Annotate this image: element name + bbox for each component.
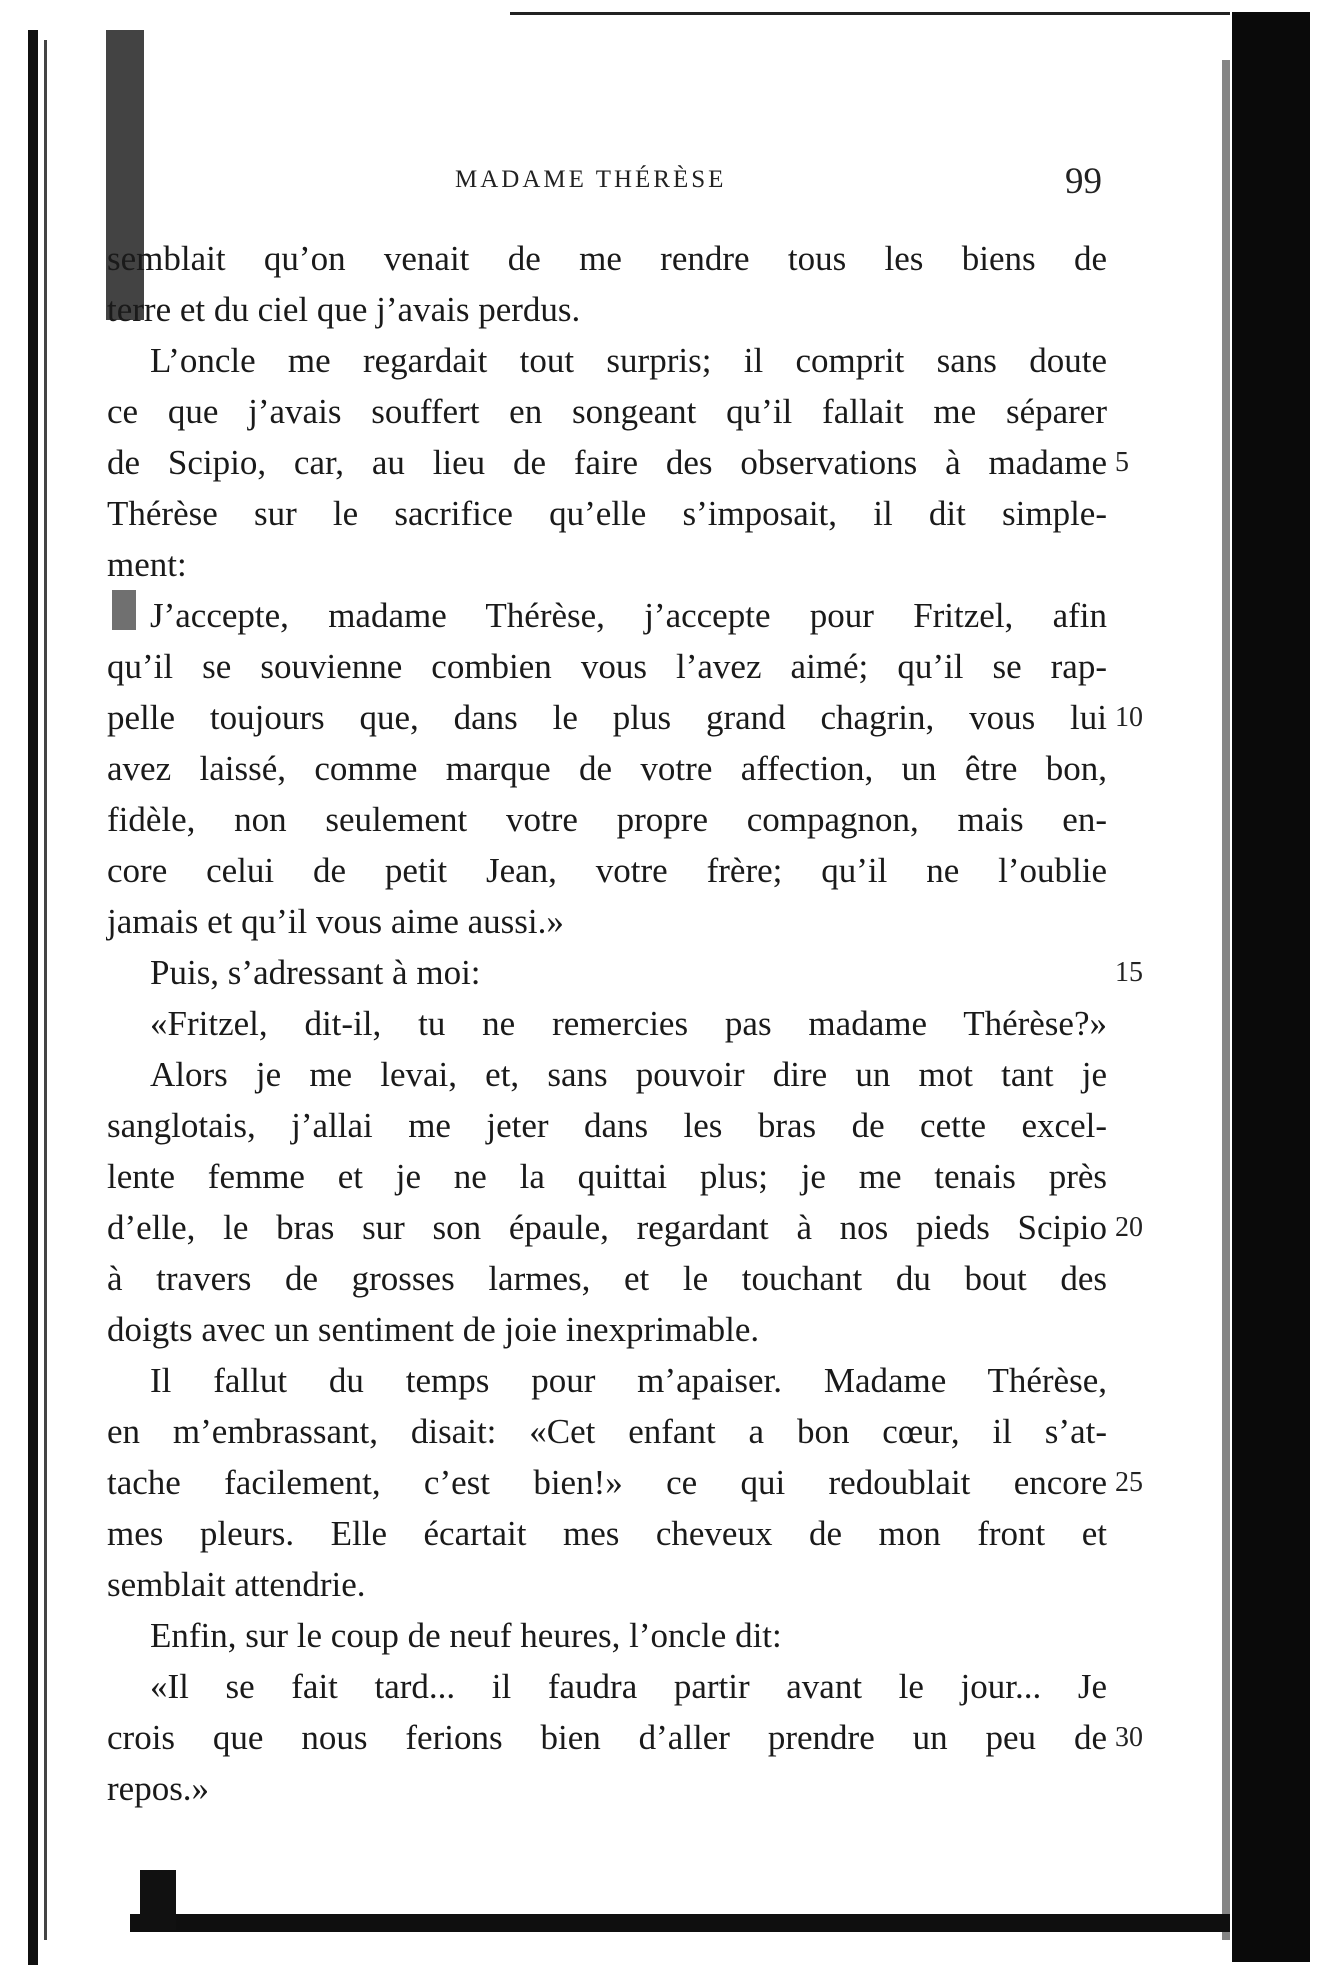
text-line: «Il se fait tard... il faudra partir avant le jour... Je	[150, 1667, 1107, 1706]
text-line: jamais et qu’il vous aime aussi.»	[107, 902, 564, 941]
text-line: qu’il se souvienne combien vous l’avez aimé; qu’il se rap-	[107, 647, 1107, 686]
scan-border-bottom	[130, 1914, 1230, 1932]
text-line: ment:	[107, 545, 187, 584]
scan-border-left-inner	[44, 40, 47, 1940]
text-line: mes pleurs. Elle écartait mes cheveux de mon front et	[107, 1514, 1107, 1553]
line-number: 30	[1115, 1722, 1143, 1753]
scan-border-right-inner	[1222, 60, 1230, 1940]
text-line: ce que j’avais souffert en songeant qu’il fallait me séparer	[107, 392, 1107, 431]
page-number: 99	[1065, 161, 1102, 202]
text-line: L’oncle me regardait tout surpris; il comprit sans doute	[150, 341, 1107, 380]
binding-shadow-bottom	[140, 1870, 176, 1930]
text-line: avez laissé, comme marque de votre affection, un être bon,	[107, 749, 1107, 788]
text-line: tache facilement, c’est bien!» ce qui redoublait encore	[107, 1463, 1107, 1502]
scan-border-left	[28, 30, 38, 1965]
text-line: Alors je me levai, et, sans pouvoir dire un mot tant je	[150, 1055, 1107, 1094]
text-line: d’elle, le bras sur son épaule, regardant à nos pieds Scipio	[107, 1208, 1107, 1247]
text-line: pelle toujours que, dans le plus grand chagrin, vous lui	[107, 698, 1107, 737]
text-line: Il fallut du temps pour m’apaiser. Madame Thérèse,	[150, 1361, 1107, 1400]
scan-border-right	[1232, 12, 1310, 1962]
line-number-column	[1115, 233, 1175, 1763]
text-line: Thérèse sur le sacrifice qu’elle s’imposait, il dit simple-	[107, 494, 1107, 533]
text-line: crois que nous ferions bien d’aller prendre un peu de	[107, 1718, 1107, 1757]
text-line: de Scipio, car, au lieu de faire des observations à madame	[107, 443, 1107, 482]
text-line: doigts avec un sentiment de joie inexprimable.	[107, 1310, 760, 1349]
text-line: semblait attendrie.	[107, 1565, 366, 1604]
text-line: en m’embrassant, disait: «Cet enfant a bon cœur, il s’at-	[107, 1412, 1107, 1451]
line-number: 15	[1115, 957, 1143, 988]
text-line: core celui de petit Jean, votre frère; qu’il ne l’oublie	[107, 851, 1107, 890]
text-line: «Fritzel, dit-il, tu ne remercies pas madame Thérèse?»	[150, 1004, 1107, 1043]
running-title: MADAME THÉRÈSE	[455, 166, 727, 193]
line-number: 25	[1115, 1467, 1143, 1498]
text-line: sanglotais, j’allai me jeter dans les bras de cette excel-	[107, 1106, 1107, 1145]
text-line: J’accepte, madame Thérèse, j’accepte pour Fritzel, afin	[150, 596, 1107, 635]
text-line: terre et du ciel que j’avais perdus.	[107, 290, 581, 329]
body-text	[107, 233, 1107, 1814]
text-line: repos.»	[107, 1769, 210, 1808]
text-line: fidèle, non seulement votre propre compagnon, mais en-	[107, 800, 1107, 839]
text-line: semblait qu’on venait de me rendre tous les biens de	[107, 239, 1107, 278]
line-number: 5	[1115, 447, 1129, 478]
text-line: Puis, s’adressant à moi:	[150, 953, 481, 992]
text-line: lente femme et je ne la quittai plus; je me tenais près	[107, 1157, 1107, 1196]
line-number: 10	[1115, 702, 1143, 733]
text-line: à travers de grosses larmes, et le touchant du bout des	[107, 1259, 1107, 1298]
scan-border-top	[510, 12, 1230, 15]
text-line: Enfin, sur le coup de neuf heures, l’oncle dit:	[150, 1616, 782, 1655]
line-number: 20	[1115, 1212, 1143, 1243]
